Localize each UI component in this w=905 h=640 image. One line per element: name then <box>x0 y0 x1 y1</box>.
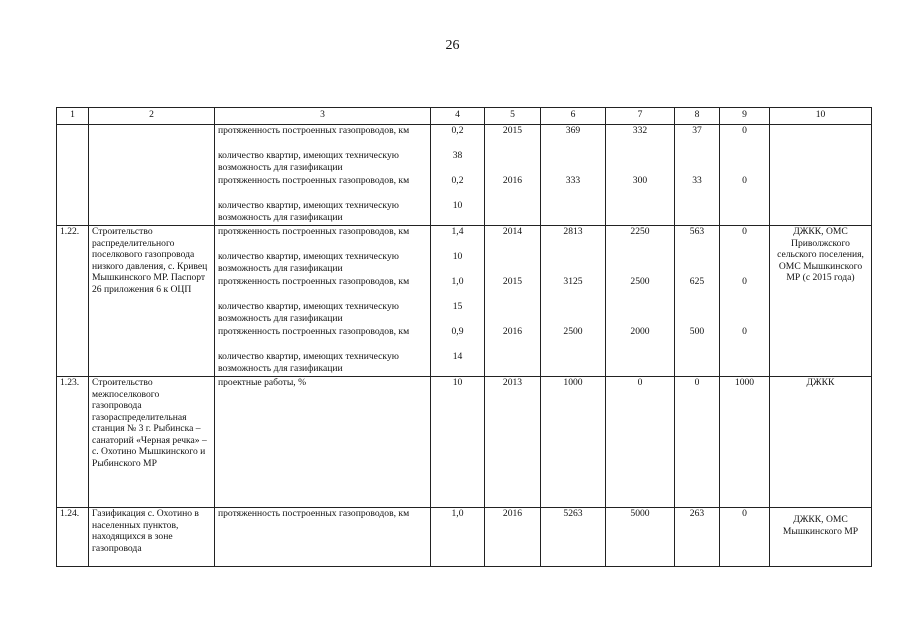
total-value <box>544 150 602 175</box>
indicator-value-cell <box>431 508 485 567</box>
col-header-1: 1 <box>57 108 89 125</box>
col-header-3: 3 <box>215 108 431 125</box>
regional-budget-value: 300 <box>632 175 648 186</box>
year-value-cell <box>485 377 541 508</box>
regional-budget-value <box>609 351 671 376</box>
regional-budget-value <box>609 150 671 175</box>
total-value: 2813 <box>563 226 583 237</box>
year-value <box>488 351 537 376</box>
local-budget-value <box>678 251 716 276</box>
local-budget-value: 500 <box>689 326 705 337</box>
local-budget-value <box>678 301 716 326</box>
col-header-9: 9 <box>720 108 770 125</box>
header-row <box>57 108 872 125</box>
indicator-text: количество квартир, имеющих техническую возможность для газификации <box>218 301 399 324</box>
year-value: 2016 <box>502 326 523 337</box>
other-sources-value-cell <box>720 125 770 226</box>
other-sources-value <box>723 150 766 175</box>
other-sources-value: 0 <box>742 326 747 337</box>
total-value-cell <box>541 125 606 226</box>
table-row <box>57 377 872 508</box>
regional-budget-value-cell <box>606 226 675 377</box>
year-value: 2015 <box>502 276 523 287</box>
project-name <box>89 125 215 226</box>
other-sources-value <box>723 200 766 225</box>
indicator-value-cell <box>431 377 485 508</box>
other-sources-value-cell <box>720 377 770 508</box>
col-header-7: 7 <box>606 108 675 125</box>
local-budget-value: 0 <box>694 377 700 388</box>
regional-budget-value <box>609 251 671 276</box>
indicator-text: протяженность построенных газопроводов, км <box>218 175 410 186</box>
local-budget-value-cell <box>675 508 720 567</box>
other-sources-value <box>723 351 766 376</box>
other-sources-value: 0 <box>742 508 747 519</box>
local-budget-value: 37 <box>692 125 702 136</box>
local-budget-value-cell <box>675 377 720 508</box>
page-number: 26 <box>445 38 460 53</box>
total-value <box>544 301 602 326</box>
indicator-text: проектные работы, % <box>218 377 307 388</box>
total-value: 5263 <box>563 508 583 519</box>
year-value: 2014 <box>502 226 523 237</box>
project-name: Строительство распределительного поселкового газопровода низкого давления, с. Кривец Мышкинского МР. Паспорт 26 приложения 6 к ОЦП <box>89 226 215 377</box>
row-number <box>57 125 89 226</box>
regional-budget-value: 2500 <box>630 276 650 287</box>
table-body <box>57 125 872 567</box>
col-header-10: 10 <box>770 108 872 125</box>
year-value-cell <box>485 125 541 226</box>
regional-budget-value-cell <box>606 508 675 567</box>
regional-budget-value <box>609 200 671 225</box>
regional-budget-value: 2250 <box>630 226 650 237</box>
other-sources-value <box>723 301 766 326</box>
total-value: 1000 <box>563 377 583 388</box>
indicator-value: 0,2 <box>451 125 464 136</box>
year-value <box>488 301 537 326</box>
indicator-text: количество квартир, имеющих техническую возможность для газификации <box>218 200 399 223</box>
total-value-cell <box>541 226 606 377</box>
indicator-text: протяженность построенных газопроводов, км <box>218 508 410 519</box>
total-value: 3125 <box>563 276 583 287</box>
executor: ДЖКК <box>770 377 872 508</box>
year-value <box>488 200 537 225</box>
year-value: 2016 <box>502 508 523 519</box>
other-sources-value-cell <box>720 508 770 567</box>
indicator-value: 10 <box>452 251 463 262</box>
year-value: 2015 <box>502 125 523 136</box>
indicator-value: 10 <box>452 200 463 211</box>
indicator-value: 1,0 <box>451 508 464 519</box>
year-value-cell <box>485 508 541 567</box>
col-header-8: 8 <box>675 108 720 125</box>
table-row <box>57 508 872 567</box>
indicator-value-cell <box>431 125 485 226</box>
year-value: 2016 <box>502 175 523 186</box>
row-number: 1.24. <box>57 508 89 567</box>
col-header-6: 6 <box>541 108 606 125</box>
other-sources-value: 0 <box>742 276 747 287</box>
local-budget-value <box>678 150 716 175</box>
indicator-text-cell <box>215 377 431 508</box>
other-sources-value: 1000 <box>734 377 755 388</box>
other-sources-value <box>723 251 766 276</box>
indicator-text: протяженность построенных газопроводов, км <box>218 326 410 337</box>
table-row <box>57 226 872 377</box>
other-sources-value: 0 <box>742 175 747 186</box>
regional-budget-value <box>609 301 671 326</box>
project-name: Строительство межпоселкового газопровода газораспределительная станция № 3 г. Рыбинска – санаторий «Черная речка» – с. Охотино Мышкинского и Рыбинского МР <box>89 377 215 508</box>
col-header-5: 5 <box>485 108 541 125</box>
regional-budget-value: 332 <box>632 125 648 136</box>
indicator-text-cell <box>215 226 431 377</box>
local-budget-value: 625 <box>689 276 705 287</box>
local-budget-value <box>678 351 716 376</box>
col-header-4: 4 <box>431 108 485 125</box>
executor <box>770 125 872 226</box>
indicator-text: количество квартир, имеющих техническую возможность для газификации <box>218 351 399 374</box>
total-value: 369 <box>565 125 581 136</box>
indicator-value: 1,0 <box>451 276 464 287</box>
other-sources-value: 0 <box>742 125 747 136</box>
indicator-value: 0,2 <box>451 175 464 186</box>
executor: ДЖКК, ОМС Мышкинского МР <box>770 508 872 567</box>
indicator-value: 0,9 <box>451 326 464 337</box>
total-value-cell <box>541 508 606 567</box>
local-budget-value: 263 <box>689 508 705 519</box>
executor: ДЖКК, ОМС Приволжского сельского поселения, ОМС Мышкинского МР (с 2015 года) <box>770 226 872 377</box>
regional-budget-value: 2000 <box>630 326 650 337</box>
year-value <box>488 251 537 276</box>
local-budget-value-cell <box>675 226 720 377</box>
indicator-value: 15 <box>452 301 463 312</box>
indicator-value: 1,4 <box>451 226 464 237</box>
indicator-text: количество квартир, имеющих техническую возможность для газификации <box>218 251 399 274</box>
total-value <box>544 251 602 276</box>
col-header-2: 2 <box>89 108 215 125</box>
project-name: Газификация с. Охотино в населенных пунктов, находящихся в зоне газопровода <box>89 508 215 567</box>
row-number: 1.22. <box>57 226 89 377</box>
indicator-value-cell <box>431 226 485 377</box>
local-budget-value: 33 <box>692 175 702 186</box>
regional-budget-value-cell <box>606 125 675 226</box>
regional-budget-value-cell <box>606 377 675 508</box>
program-table <box>56 107 872 567</box>
regional-budget-value: 0 <box>637 377 643 388</box>
total-value: 2500 <box>563 326 583 337</box>
local-budget-value-cell <box>675 125 720 226</box>
total-value-cell <box>541 377 606 508</box>
local-budget-value <box>678 200 716 225</box>
year-value-cell <box>485 226 541 377</box>
indicator-text: протяженность построенных газопроводов, км <box>218 125 410 136</box>
indicator-text-cell <box>215 508 431 567</box>
year-value <box>488 150 537 175</box>
total-value <box>544 351 602 376</box>
row-number: 1.23. <box>57 377 89 508</box>
indicator-text: количество квартир, имеющих техническую возможность для газификации <box>218 150 399 173</box>
indicator-value: 38 <box>452 150 463 161</box>
indicator-value: 14 <box>452 351 463 362</box>
indicator-text: протяженность построенных газопроводов, км <box>218 276 410 287</box>
other-sources-value: 0 <box>742 226 747 237</box>
other-sources-value-cell <box>720 226 770 377</box>
table-row <box>57 125 872 226</box>
indicator-text-cell <box>215 125 431 226</box>
total-value: 333 <box>565 175 581 186</box>
year-value: 2013 <box>502 377 523 388</box>
indicator-value: 10 <box>452 377 463 388</box>
total-value <box>544 200 602 225</box>
local-budget-value: 563 <box>689 226 705 237</box>
indicator-text: протяженность построенных газопроводов, км <box>218 226 410 237</box>
regional-budget-value: 5000 <box>630 508 650 519</box>
